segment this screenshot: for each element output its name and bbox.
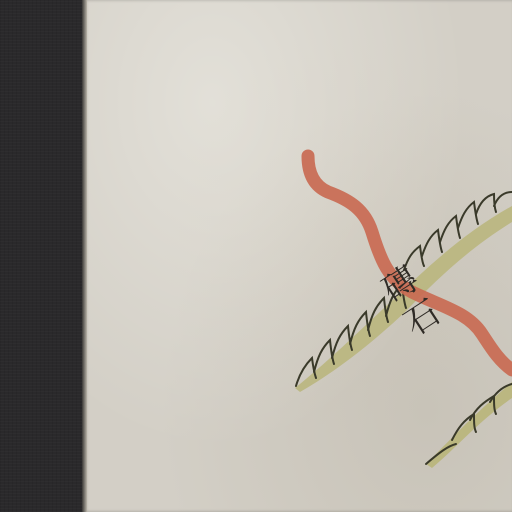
- place-label-char-2: 石: [397, 292, 448, 345]
- mountain-range-lower: [426, 382, 512, 468]
- place-label-char-1: 磚: [375, 258, 426, 311]
